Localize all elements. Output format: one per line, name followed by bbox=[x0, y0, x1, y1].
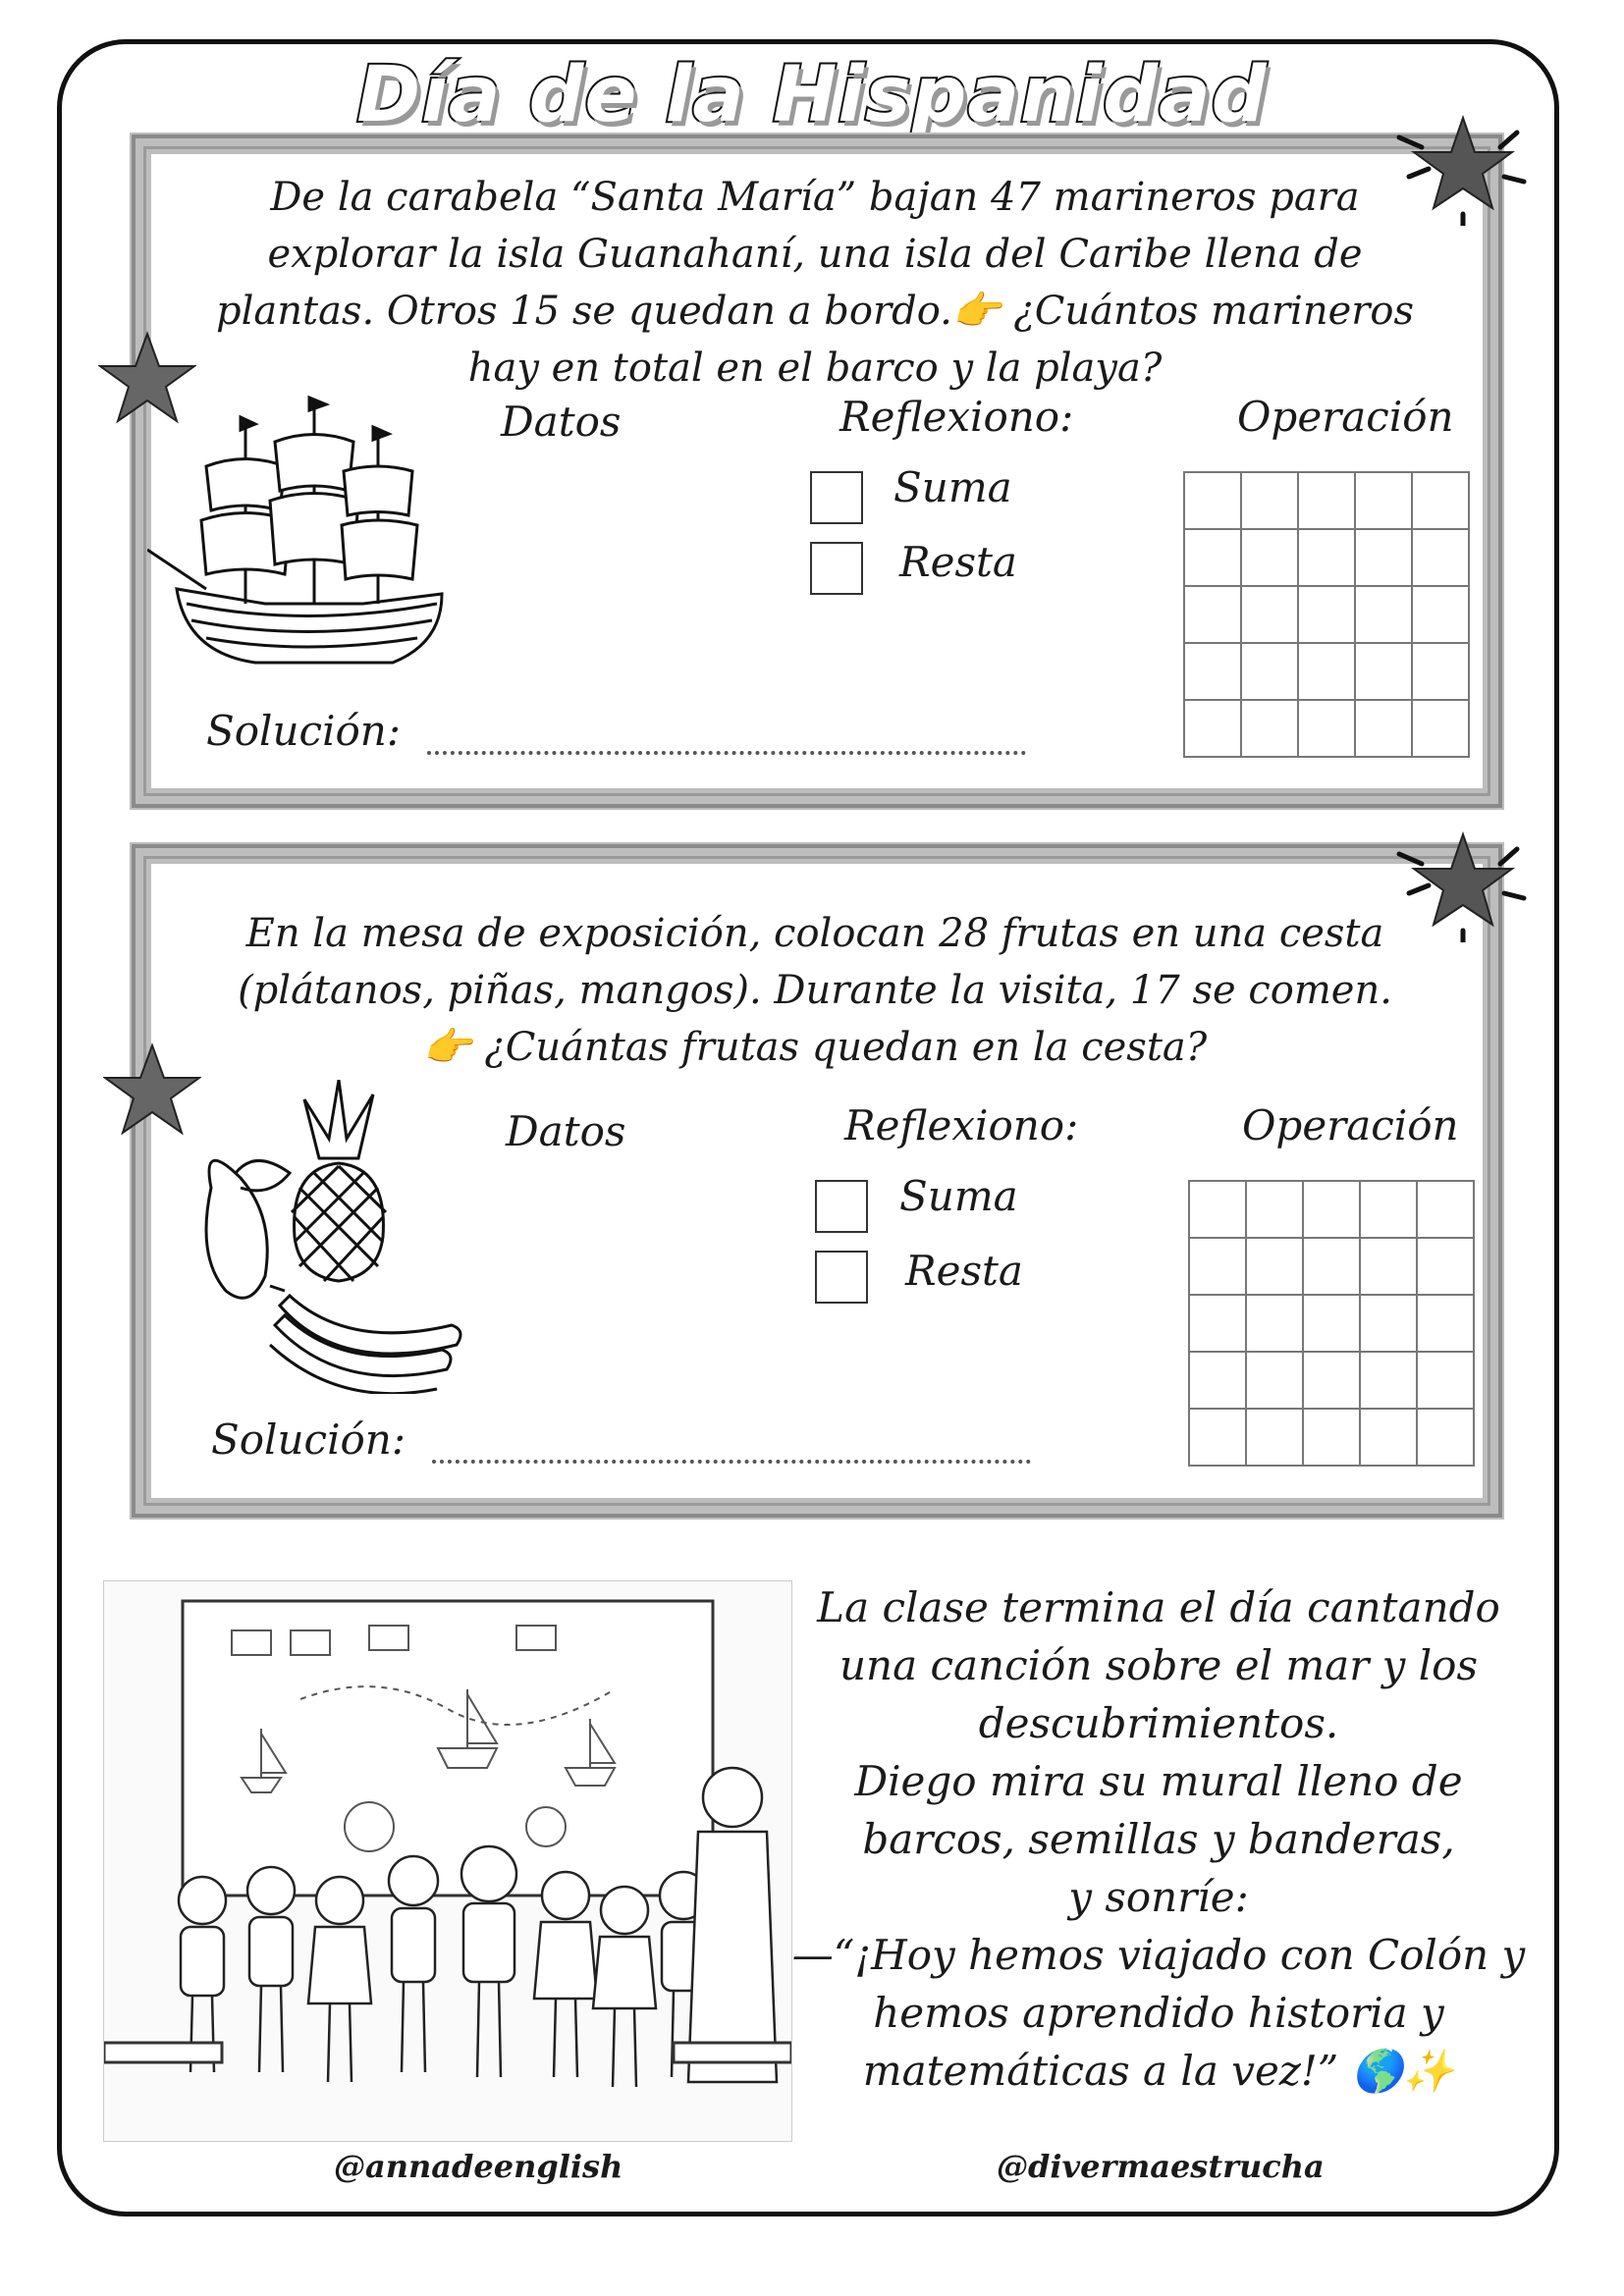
resta-label-1: Resta bbox=[899, 538, 1017, 586]
credit-left: @annadeenglish bbox=[334, 2148, 623, 2185]
operation-grid-2[interactable] bbox=[1188, 1180, 1475, 1467]
reflexiono-label-1: Reflexiono: bbox=[839, 393, 1074, 441]
star-icon bbox=[98, 329, 196, 427]
datos-label-2: Datos bbox=[506, 1107, 626, 1155]
page-title: Día de la Hispanidad bbox=[356, 51, 1268, 139]
suma-label-1: Suma bbox=[893, 463, 1012, 511]
star-icon bbox=[1394, 825, 1532, 942]
solucion-label-1: Solución: bbox=[206, 707, 401, 755]
solucion-label-2: Solución: bbox=[211, 1415, 406, 1464]
story-text: La clase termina el día cantando una canción sobre el mar y los descubrimientos. Diego mira su mural lleno de barcos, semillas y banderas, y sonríe: —“¡Hoy hemos viajado con Colón y hemos aprendido historia y matemáticas a la vez!” 🌎✨ bbox=[791, 1583, 1526, 2095]
resta-checkbox-1[interactable] bbox=[810, 542, 863, 595]
operation-grid-1[interactable] bbox=[1183, 471, 1470, 758]
credit-right: @divermaestrucha bbox=[997, 2148, 1325, 2185]
operacion-label-1: Operación bbox=[1237, 393, 1454, 441]
suma-checkbox-2[interactable] bbox=[815, 1180, 868, 1233]
fruits-icon bbox=[191, 1080, 486, 1394]
star-icon bbox=[1394, 108, 1532, 226]
datos-label-1: Datos bbox=[501, 398, 622, 446]
solution-line-1[interactable] bbox=[427, 751, 1026, 755]
operacion-label-2: Operación bbox=[1242, 1101, 1459, 1149]
problem-2-text: En la mesa de exposición, colocan 28 frutas en una cesta (plátanos, piñas, mangos). Durante la visita, 17 se comen. 👉 ¿Cuántas frutas quedan en la cesta? bbox=[238, 911, 1392, 1070]
classroom-illustration bbox=[103, 1580, 792, 2142]
solution-line-2[interactable] bbox=[432, 1460, 1031, 1464]
reflexiono-label-2: Reflexiono: bbox=[844, 1101, 1079, 1149]
resta-checkbox-2[interactable] bbox=[815, 1251, 868, 1304]
resta-label-2: Resta bbox=[905, 1247, 1023, 1295]
suma-label-2: Suma bbox=[899, 1172, 1018, 1220]
problem-1-text: De la carabela “Santa María” bajan 47 marineros para explorar la isla Guanahaní, una isla del Caribe llena de plantas. Otros 15 se quedan a bordo.👉 ¿Cuántos marineros hay en total en el barco y la playa? bbox=[216, 175, 1414, 391]
suma-checkbox-1[interactable] bbox=[810, 471, 863, 524]
star-icon bbox=[103, 1041, 201, 1139]
ship-icon bbox=[147, 393, 461, 677]
